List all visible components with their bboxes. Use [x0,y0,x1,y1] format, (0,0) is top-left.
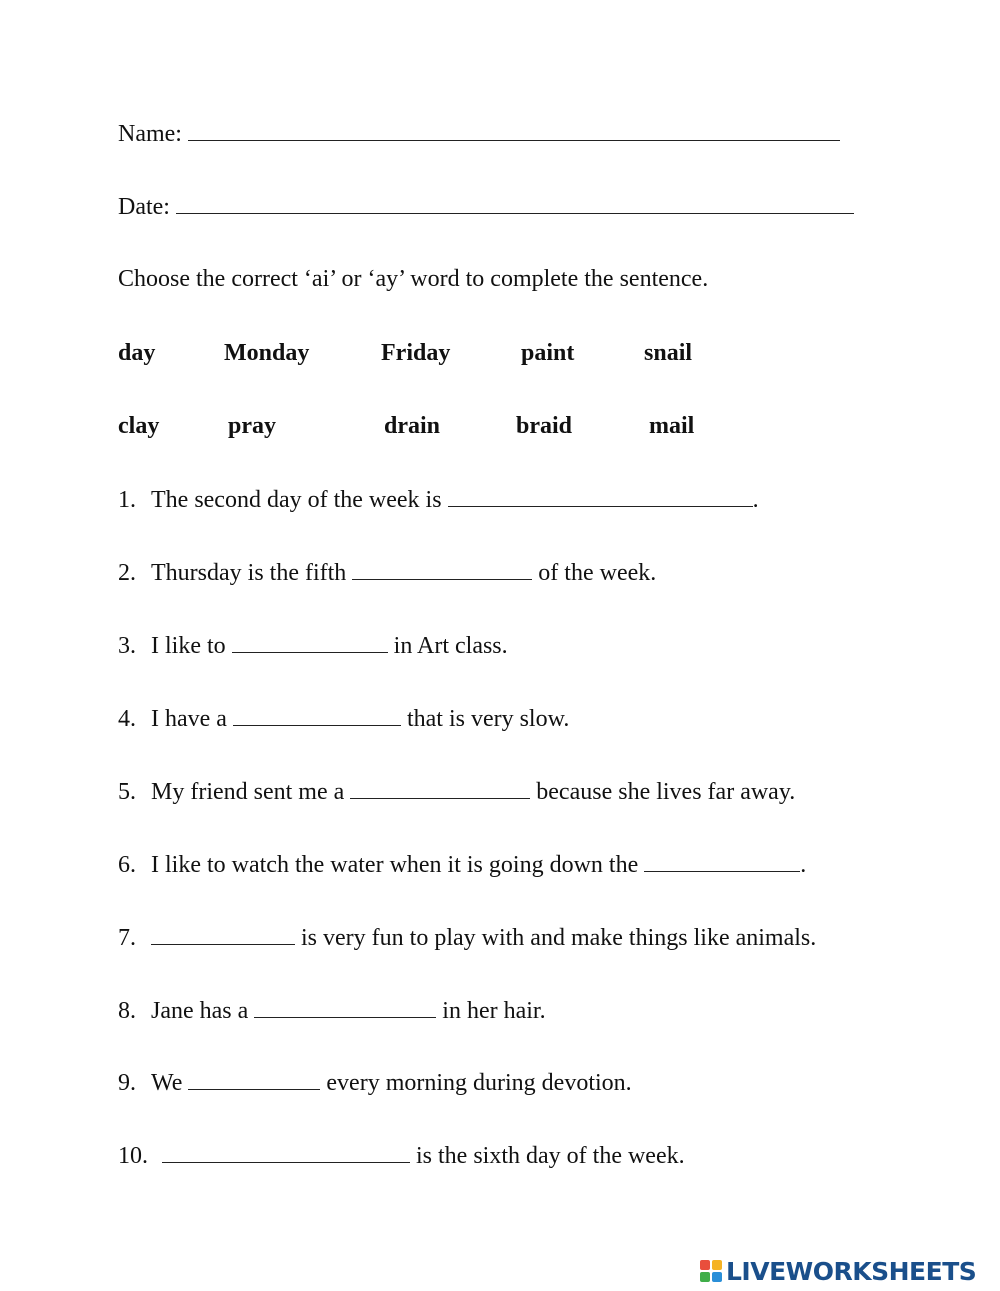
word-bank-item: clay [118,413,160,439]
question-3 [118,630,508,661]
question-7 [118,922,816,953]
question-text: of the week. [538,560,657,586]
question-number: 9. [118,1070,136,1096]
logo-text: LIVEWORKSHEETS [726,1256,977,1286]
question-text: We [151,1070,183,1096]
logo-square [712,1260,722,1270]
question-text: The second day of the week is [151,487,442,513]
word-bank-item: mail [649,413,695,439]
question-number: 4. [118,706,136,732]
logo-square [712,1272,722,1282]
question-10 [118,1140,685,1171]
question-number: 5. [118,779,136,805]
word-bank-item: drain [384,413,441,439]
name-input-blank[interactable] [188,118,840,141]
answer-blank[interactable] [188,1067,320,1090]
date-line [118,191,854,222]
question-text: that is very slow. [406,706,570,732]
question-text: . [800,852,807,878]
word-bank-item: braid [516,413,573,439]
answer-blank[interactable] [151,922,295,945]
question-number: 3. [118,633,136,659]
question-4 [118,703,569,734]
question-text: Thursday is the fifth [151,560,347,586]
question-8 [118,995,546,1026]
question-text: . [752,487,759,513]
answer-blank[interactable] [233,703,401,726]
word-bank-item: Friday [381,340,451,366]
question-6 [118,849,806,880]
question-text: is the sixth day of the week. [416,1143,685,1169]
question-number: 2. [118,560,136,586]
question-text: My friend sent me a [151,779,345,805]
date-label: Date: [118,194,170,220]
question-9 [118,1067,632,1098]
answer-blank[interactable] [254,995,436,1018]
question-number: 1. [118,487,136,513]
answer-blank[interactable] [448,484,753,507]
question-2 [118,557,656,588]
word-bank-item: pray [228,413,276,439]
answer-blank[interactable] [162,1140,410,1163]
question-1 [118,484,759,515]
question-text: I have a [151,706,227,732]
word-bank-item: day [118,340,156,366]
liveworksheets-logo [700,1254,976,1288]
answer-blank[interactable] [352,557,532,580]
name-label: Name: [118,121,182,147]
logo-icon [700,1260,722,1282]
answer-blank[interactable] [644,849,800,872]
question-text: in her hair. [442,998,546,1024]
question-text: every morning during devotion. [326,1070,632,1096]
question-text: I like to [151,633,226,659]
word-bank-item: Monday [224,340,310,366]
question-5 [118,776,795,807]
word-bank-item: snail [644,340,693,366]
answer-blank[interactable] [232,630,388,653]
question-number: 6. [118,852,136,878]
question-text: in Art class. [393,633,508,659]
answer-blank[interactable] [350,776,530,799]
instructions: Choose the correct ‘ai’ or ‘ay’ word to complete the sentence. [118,266,709,292]
question-text: Jane has a [151,998,249,1024]
word-bank-item: paint [521,340,575,366]
question-number: 10. [118,1143,148,1169]
name-line [118,118,840,149]
logo-square [700,1260,710,1270]
date-input-blank[interactable] [176,191,854,214]
logo-square [700,1272,710,1282]
question-text: is very fun to play with and make things like animals. [301,925,817,951]
question-number: 8. [118,998,136,1024]
question-text: I like to watch the water when it is going down the [151,852,639,878]
question-text: because she lives far away. [536,779,796,805]
question-number: 7. [118,925,136,951]
